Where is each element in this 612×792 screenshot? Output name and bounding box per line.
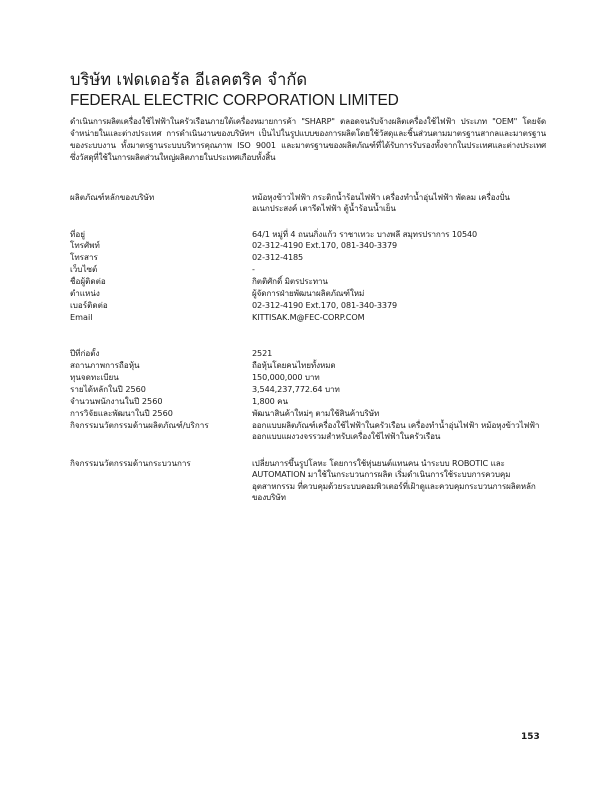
info-label: การวิจัยและพัฒนาในปี 2560 — [70, 408, 173, 418]
info-value: 3,544,237,772.64 บาท — [252, 384, 340, 394]
info-label: ผลิตภัณฑ์หลักของบริษัท — [70, 192, 155, 202]
page-number: 153 — [521, 732, 540, 742]
info-label: ปีที่ก่อตั้ง — [70, 348, 100, 358]
info-value: กิตติศักดิ์ มิตรประทาน — [252, 276, 328, 286]
info-label: ทุนจดทะเบียน — [70, 372, 119, 382]
company-description: ดำเนินการผลิตเครื่องใช้ไฟฟ้าในครัวเรือนภายใต้เครื่องหมายการค้า "SHARP" ตลอดจนรับจ้างผลิตเครื่องใช้ไฟฟ้า ประเภท "OEM" โดยจัดจำหน่ายในและต่างประเทศ การดำเนินงานของบริษัทฯ เป็นไปในรูปแบบของการผลิตโดยใช้วัสดุและชิ้นส่วนตามมาตรฐานสากลและมาตรฐานของระบบงาน ทั้งมาตรฐานระบบบริหารคุณภาพ ISO 9001 และมาตรฐานของผลิตภัณฑ์ที่ได้รับการรับรองทั้งจากในประเทศและต่างประเทศ ซึ่งวัสดุที่ใช้ในการผลิตส่วนใหญ่ผลิตภายในประเทศเกือบทั้งสิ้น — [70, 116, 546, 163]
info-label: เบอร์ติดต่อ — [70, 300, 108, 310]
info-value: 150,000,000 บาท — [252, 372, 320, 382]
info-value: 2521 — [252, 348, 273, 358]
info-label: เว็บไซต์ — [70, 264, 98, 274]
info-value: 02-312-4185 — [252, 252, 304, 262]
info-label: กิจกรรมนวัตกรรมด้านผลิตภัณฑ์/บริการ — [70, 420, 209, 430]
info-label: Email — [70, 312, 93, 322]
info-value: 02-312-4190 Ext.170, 081-340-3379 — [252, 240, 398, 250]
info-label: โทรสาร — [70, 252, 98, 262]
info-value: ออกแบบผลิตภัณฑ์เครื่องใช้ไฟฟ้าในครัวเรือน เครื่องทำน้ำอุ่นไฟฟ้า หม้อหุงข้าวไฟฟ้า ออกแบบแผงวงจรรวมสำหรับเครื่องใช้ไฟฟ้าในครัวเรือน — [252, 420, 540, 442]
info-label: ตำแหน่ง — [70, 288, 100, 298]
info-label: ที่อยู่ — [70, 229, 85, 239]
info-label: จำนวนพนักงานในปี 2560 — [70, 396, 163, 406]
info-value: 64/1 หมู่ที่ 4 ถนนกิ่งแก้ว ราชาเทวะ บางพลี สมุทรปราการ 10540 — [252, 229, 478, 239]
info-value: ถือหุ้นโดยคนไทยทั้งหมด — [252, 360, 336, 370]
info-label: ชื่อผู้ติดต่อ — [70, 276, 106, 286]
info-value: 1,800 คน — [252, 396, 288, 406]
info-label: รายได้หลักในปี 2560 — [70, 384, 146, 394]
company-name-english: FEDERAL ELECTRIC CORPORATION LIMITED — [70, 92, 399, 109]
info-value: หม้อหุงข้าวไฟฟ้า กระติกน้ำร้อนไฟฟ้า เครื่องทำน้ำอุ่นไฟฟ้า พัดลม เครื่องปั่นอเนกประสงค์ เตารีดไฟฟ้า ตู้น้ำร้อนน้ำเย็น — [252, 192, 510, 214]
info-value: พัฒนาสินค้าใหม่ๆ ตามใช้สินค้าบริษัท — [252, 408, 380, 418]
info-label: สถานภาพการถือหุ้น — [70, 360, 140, 370]
info-value: 02-312-4190 Ext.170, 081-340-3379 — [252, 300, 398, 310]
info-value: KITTISAK.M@FEC-CORP.COM — [252, 312, 365, 322]
info-value: - — [252, 264, 255, 274]
company-name-thai: บริษัท เฟดเดอรัล อีเลคตริค จำกัด — [70, 70, 308, 89]
info-label: โทรศัพท์ — [70, 240, 100, 250]
info-value: เปลี่ยนการขึ้นรูปโลหะ โดยการใช้หุ่นยนต์แทนคน นำระบบ ROBOTIC และ AUTOMATION มาใช้ในกระบวนการผลิต เริ่มดำเนินการใช้ระบบการควบคุมอุตสาหกรรม ที่ควบคุมด้วยระบบคอมพิวเตอร์ที่เฝ้าดูและควบคุมกระบวนการผลิตหลักของบริษัท — [252, 458, 536, 503]
info-value: ผู้จัดการฝ่ายพัฒนาผลิตภัณฑ์ใหม่ — [252, 288, 365, 298]
info-label: กิจกรรมนวัตกรรมด้านกระบวนการ — [70, 458, 191, 468]
